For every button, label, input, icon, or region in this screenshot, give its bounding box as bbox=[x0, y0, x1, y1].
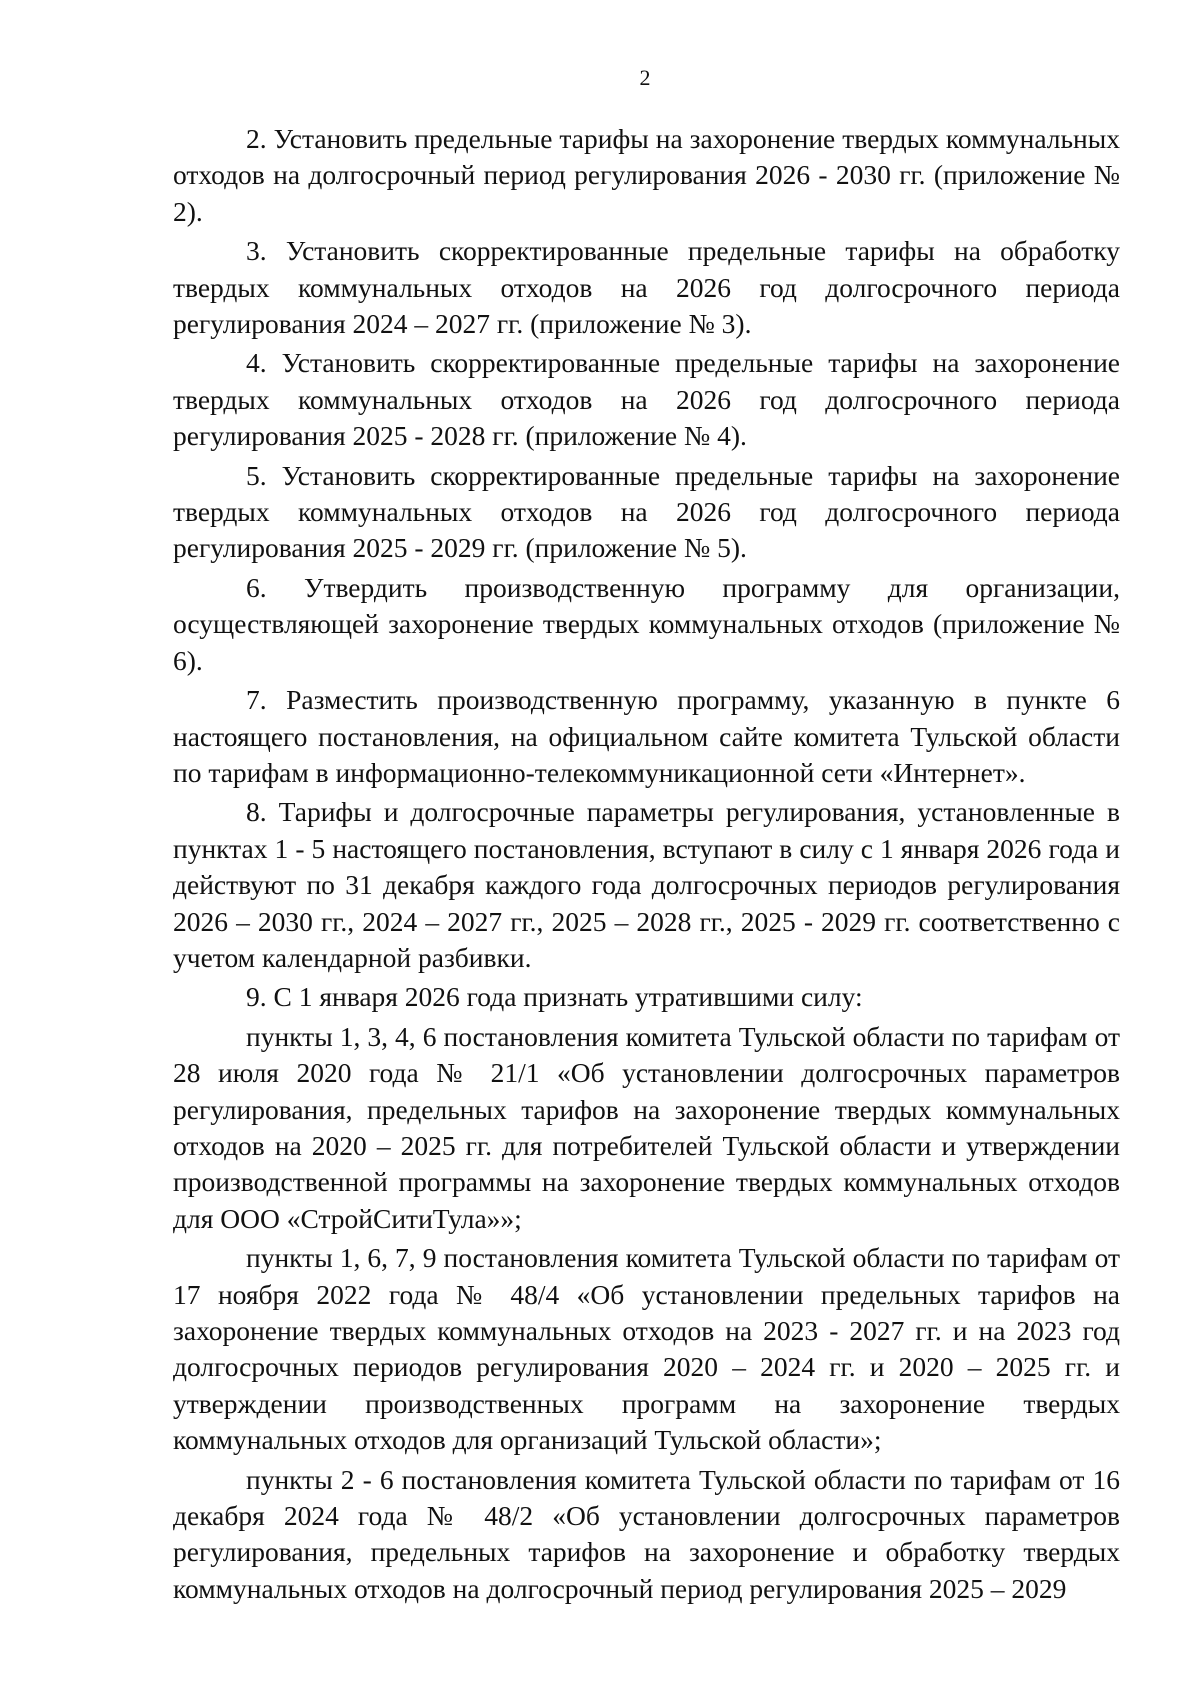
repealed-clause-2024: пункты 2 - 6 постановления комитета Тульской области по тарифам от 16 декабря 2024 года № 48/2 «Об установлении долгосрочных параметров регулирования, предельных тарифов на захоронение и обработку твердых коммунальных отходов на долгосрочный период регулирования 2025 – 2029 bbox=[173, 1463, 1120, 1604]
document-body bbox=[173, 121, 1120, 1610]
page-number: 2 bbox=[639, 65, 651, 90]
paragraph-item-7: 7. Разместить производственную программу, указанную в пункте 6 настоящего постановления, на официальном сайте комитета Тульской области по тарифам в информационно-телекоммуникационной сети «Интернет». bbox=[173, 684, 1120, 788]
repealed-clause-2022: пункты 1, 6, 7, 9 постановления комитета Тульской области по тарифам от 17 ноября 2022 года № 48/4 «Об установлении предельных тарифов на захоронение твердых коммунальных отходов на 2023 - 2027 гг. и на 2023 год долгосрочных периодов регулирования 2020 – 2024 гг. и 2020 – 2025 гг. и утверждении производственных программ на захоронение твердых коммунальных отходов для организаций Тульской области»; bbox=[173, 1242, 1120, 1456]
paragraph-item-3: 3. Установить скорректированные предельные тарифы на обработку твердых коммунальных отходов на 2026 год долгосрочного периода регулирования 2024 – 2027 гг. (приложение № 3). bbox=[173, 235, 1120, 340]
paragraph-item-2: 2. Установить предельные тарифы на захоронение твердых коммунальных отходов на долгосрочный период регулирования 2026 - 2030 гг. (приложение № 2). bbox=[173, 123, 1120, 227]
paragraph-item-4: 4. Установить скорректированные предельные тарифы на захоронение твердых коммунальных отходов на 2026 год долгосрочного периода регулирования 2025 - 2028 гг. (приложение № 4). bbox=[173, 347, 1120, 452]
paragraph-item-8: 8. Тарифы и долгосрочные параметры регулирования, установленные в пунктах 1 - 5 настоящего постановления, вступают в силу с 1 января 2026 года и действуют по 31 декабря каждого года долгосрочных периодов регулирования 2026 – 2030 гг., 2024 – 2027 гг., 2025 – 2028 гг., 2025 - 2029 гг. соответственно с учетом календарной разбивки. bbox=[173, 796, 1120, 973]
paragraph-item-9: 9. С 1 января 2026 года признать утратившими силу: bbox=[246, 981, 863, 1013]
paragraph-item-5: 5. Установить скорректированные предельные тарифы на захоронение твердых коммунальных отходов на 2026 год долгосрочного периода регулирования 2025 - 2029 гг. (приложение № 5). bbox=[173, 459, 1120, 564]
repealed-clause-2020: пункты 1, 3, 4, 6 постановления комитета Тульской области по тарифам от 28 июля 2020 года № 21/1 «Об установлении долгосрочных параметров регулирования, предельных тарифов на захоронение твердых коммунальных отходов на 2020 – 2025 гг. для потребителей Тульской области и утверждении производственной программы на захоронение твердых коммунальных отходов для ООО «СтройСитиТула»»; bbox=[173, 1020, 1120, 1234]
paragraph-item-6: 6. Утвердить производственную программу для организации, осуществляющей захоронение твердых коммунальных отходов (приложение № 6). bbox=[173, 571, 1120, 676]
